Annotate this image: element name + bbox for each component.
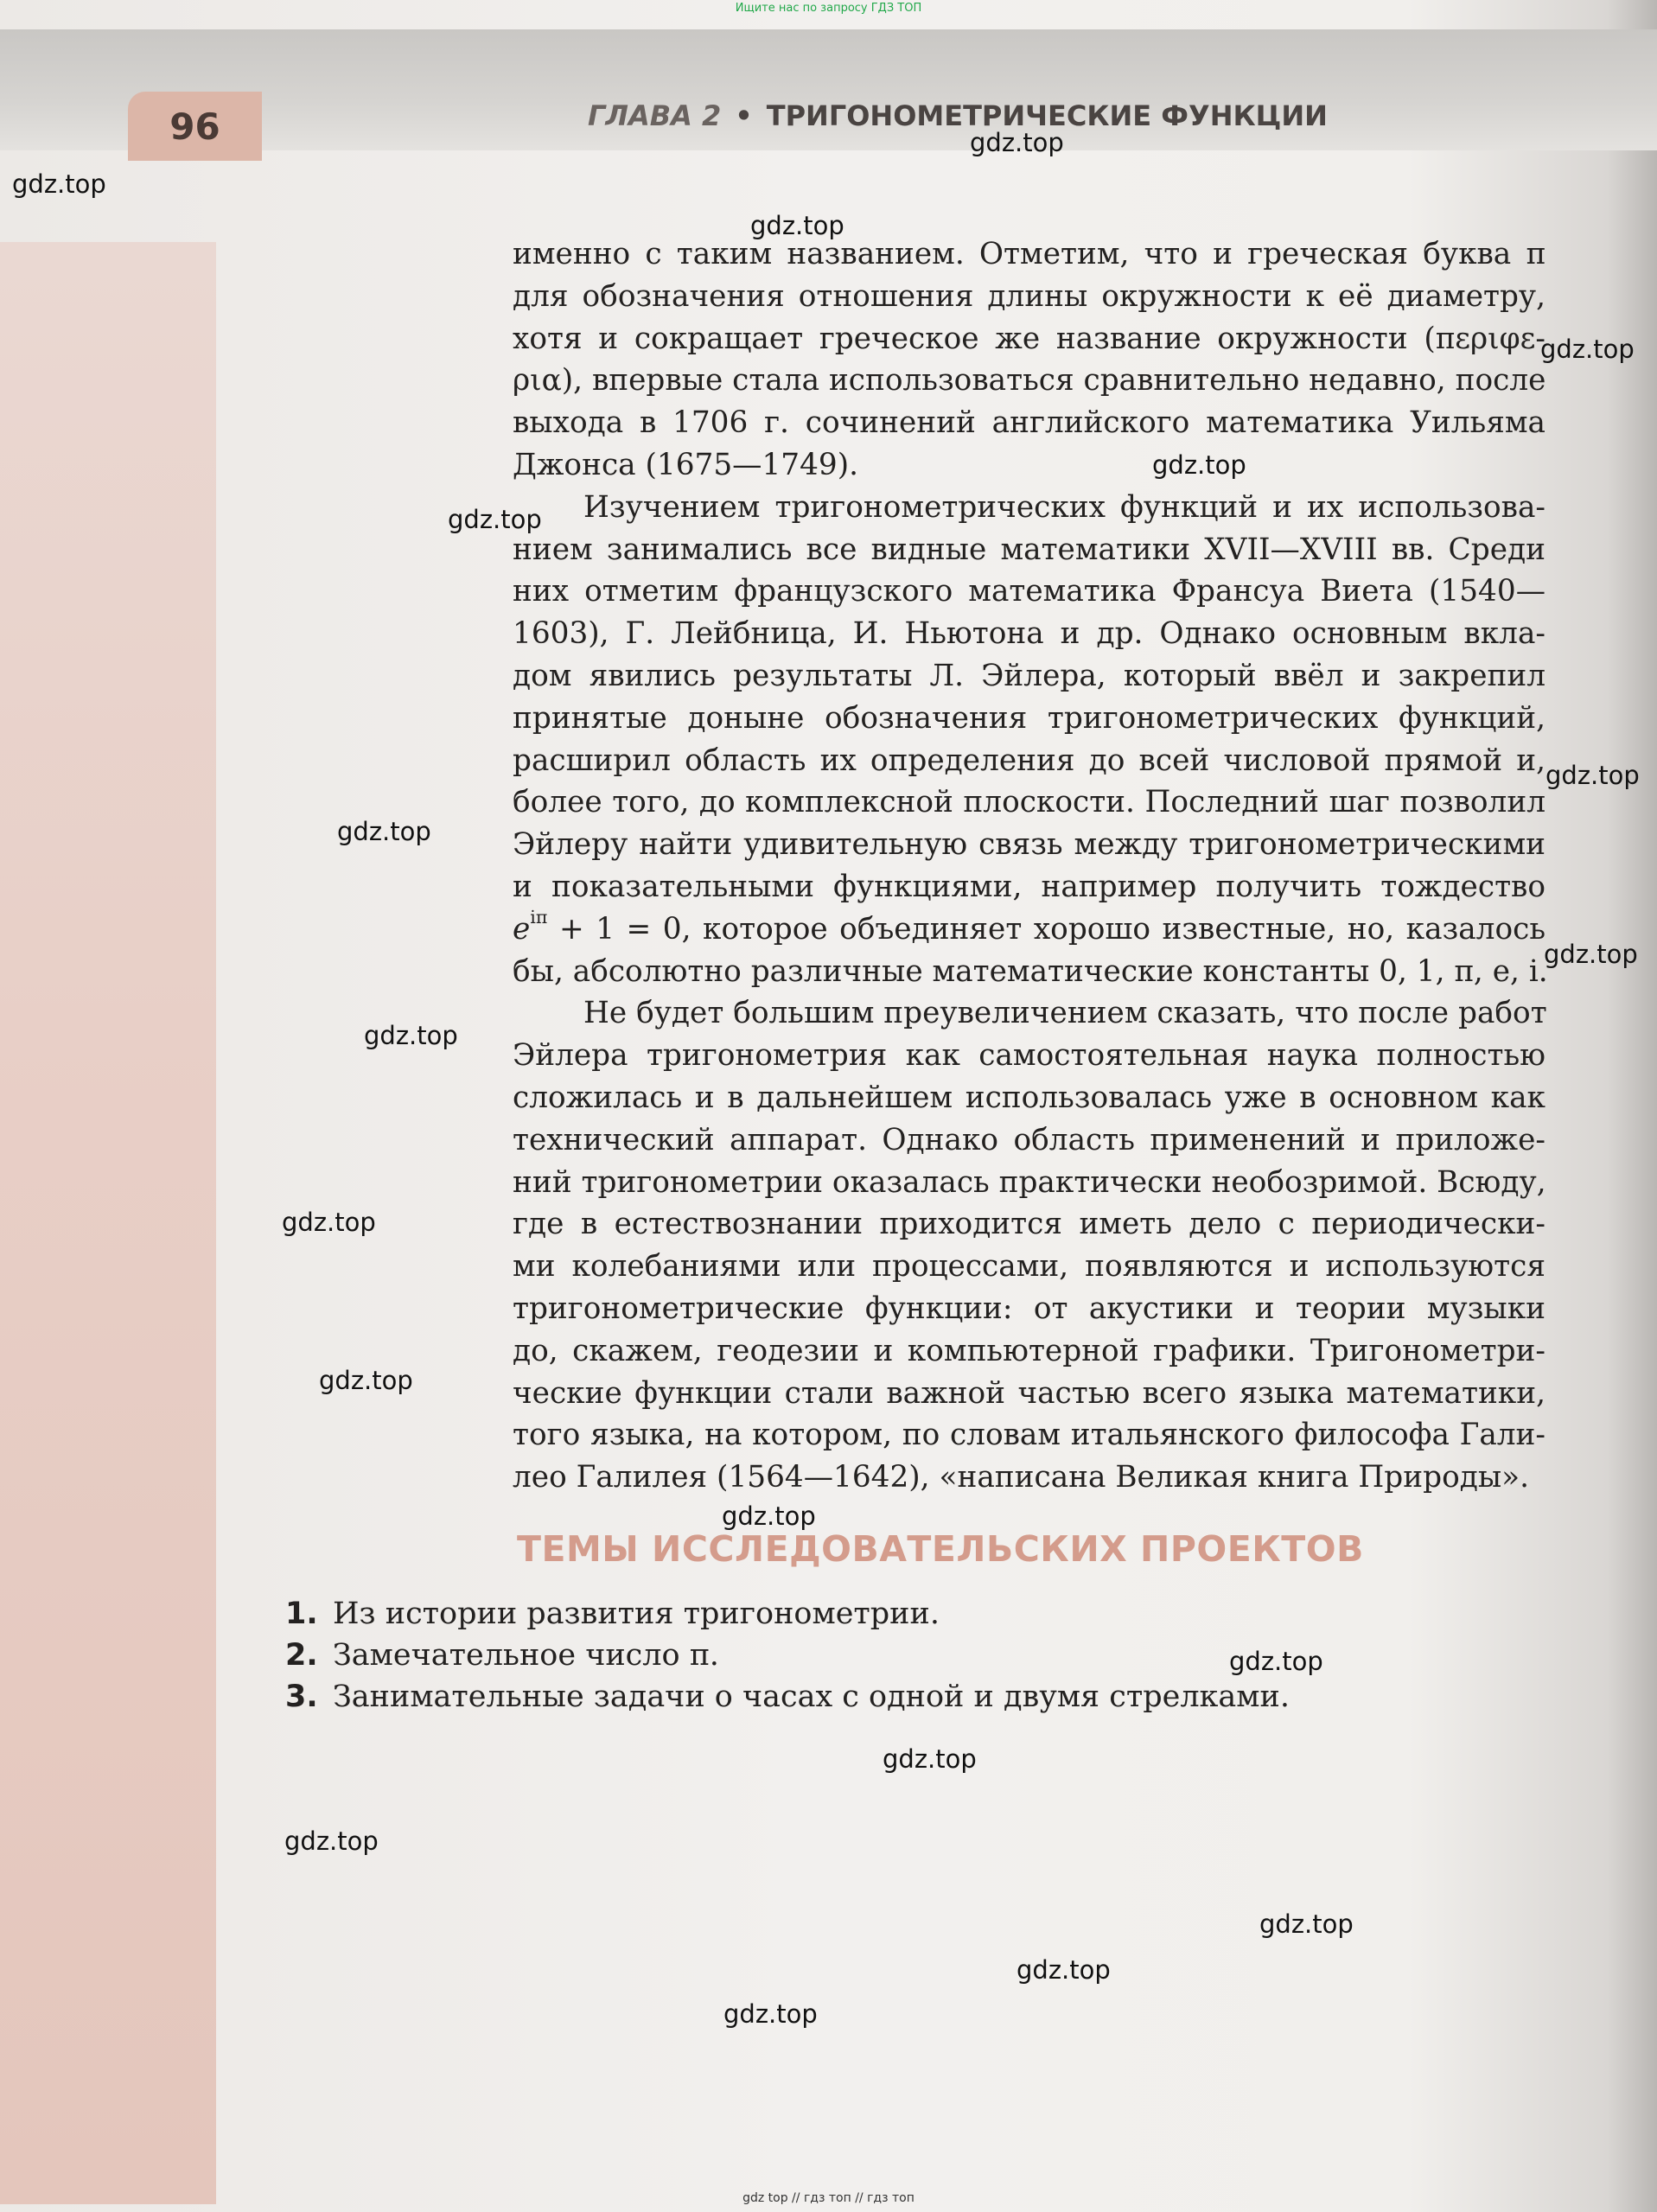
euler-exponent: iπ bbox=[530, 906, 548, 928]
watermark: gdz.top bbox=[1544, 940, 1638, 969]
watermark: gdz.top bbox=[12, 169, 106, 199]
text-line: для обозначения отношения длины окружности к её диаметру, bbox=[513, 278, 1545, 314]
list-item bbox=[285, 1593, 1290, 1635]
project-list bbox=[285, 1593, 1290, 1718]
watermark: gdz.top bbox=[722, 1501, 816, 1531]
watermark: gdz.top bbox=[1540, 335, 1635, 364]
top-notice: Ищите нас по запросу ГДЗ ТОП bbox=[735, 2, 922, 15]
chapter-header bbox=[588, 99, 1328, 132]
text-line: расширил область их определения до всей числовой прямой и, bbox=[513, 743, 1545, 778]
text-line: них отметим французского математика Франсуа Виета (1540— bbox=[513, 574, 1545, 609]
watermark: gdz.top bbox=[284, 1826, 379, 1856]
text-line: нием занимались все видные математики XVII—XVIII вв. Среди bbox=[513, 532, 1545, 567]
text-line: и показательными функциями, например получить тождество bbox=[513, 869, 1545, 904]
footer-text: gdz top // гдз топ // гдз топ bbox=[742, 2191, 915, 2205]
text-line: ческие функции стали важной частью всего языка математики, bbox=[513, 1375, 1545, 1411]
item-number: 2. bbox=[285, 1638, 318, 1673]
list-item bbox=[285, 1676, 1290, 1718]
watermark: gdz.top bbox=[970, 128, 1064, 157]
watermark: gdz.top bbox=[883, 1744, 977, 1774]
text-line: принятые доныне обозначения тригонометрических функций, bbox=[513, 700, 1545, 736]
euler-identity-line bbox=[513, 908, 1545, 951]
text-line: технический аппарат. Однако область применений и приложе- bbox=[513, 1122, 1545, 1157]
chapter-label: ГЛАВА 2 bbox=[588, 99, 722, 132]
text-line: выхода в 1706 г. сочинений английского математика Уильяма bbox=[513, 405, 1545, 441]
item-text: Из истории развития тригонометрии. bbox=[333, 1597, 940, 1631]
body-text bbox=[513, 233, 1548, 1499]
item-text: Замечательное число π. bbox=[333, 1638, 719, 1673]
text-line: хотя и сокращает греческое же название окружности (περιφε- bbox=[513, 321, 1545, 356]
list-item bbox=[285, 1635, 1290, 1676]
euler-base: e bbox=[513, 911, 531, 947]
watermark: gdz.top bbox=[750, 211, 844, 240]
page-number: 96 bbox=[128, 92, 262, 161]
text-line: ний тригонометрии оказалась практически необозримой. Всюду, bbox=[513, 1164, 1546, 1200]
text-line: сложилась и в дальнейшем использовалась уже в основном как bbox=[513, 1080, 1545, 1115]
watermark: gdz.top bbox=[723, 1999, 818, 2029]
text-line: тригонометрические функции: от акустики и теории музыки bbox=[513, 1291, 1545, 1326]
text-line: Эйлера тригонометрия как самостоятельная наука полностью bbox=[513, 1038, 1545, 1074]
chapter-title: ТРИГОНОМЕТРИЧЕСКИЕ ФУНКЦИИ bbox=[766, 99, 1328, 132]
left-margin-band bbox=[0, 242, 216, 2204]
watermark: gdz.top bbox=[364, 1021, 458, 1050]
text-line: именно с таким названием. Отметим, что и греческая буква π bbox=[513, 237, 1545, 271]
item-text: Занимательные задачи о часах с одной и двумя стрелками. bbox=[333, 1680, 1290, 1714]
text-line: лео Галилея (1564—1642), «написана Великая книга Природы». bbox=[513, 1460, 1530, 1495]
watermark: gdz.top bbox=[1545, 761, 1640, 790]
watermark: gdz.top bbox=[448, 505, 542, 534]
chapter-separator: • bbox=[735, 99, 753, 132]
text-line: 1603), Г. Лейбница, И. Ньютона и др. Однако основным вкла- bbox=[513, 616, 1545, 652]
watermark: gdz.top bbox=[319, 1366, 413, 1395]
text-line: бы, абсолютно различные математические константы 0, 1, π, e, i. bbox=[513, 953, 1548, 989]
text-line: где в естествознании приходится иметь дело с периодически- bbox=[513, 1207, 1545, 1242]
text-line: более того, до комплексной плоскости. Последний шаг позволил bbox=[513, 785, 1545, 820]
item-number: 3. bbox=[285, 1680, 318, 1714]
text-line: Изучением тригонометрических функций и их использова- bbox=[583, 489, 1545, 525]
watermark: gdz.top bbox=[1152, 450, 1246, 480]
watermark: gdz.top bbox=[282, 1208, 376, 1237]
text-line: ми колебаниями или процессами, появляются и используются bbox=[513, 1249, 1545, 1284]
watermark: gdz.top bbox=[337, 817, 431, 846]
text-line: + 1 = 0, которое объединяет хорошо известные, но, казалось bbox=[558, 911, 1546, 947]
text-line: дом явились результаты Л. Эйлера, который ввёл и закрепил bbox=[513, 658, 1545, 693]
text-line: Не будет большим преувеличением сказать, что после работ bbox=[583, 996, 1547, 1031]
projects-heading: ТЕМЫ ИССЛЕДОВАТЕЛЬСКИХ ПРОЕКТОВ bbox=[517, 1528, 1364, 1570]
watermark: gdz.top bbox=[1259, 1909, 1354, 1939]
text-line: до, скажем, геодезии и компьютерной графики. Тригонометри- bbox=[513, 1333, 1545, 1368]
watermark: gdz.top bbox=[1017, 1955, 1111, 1985]
text-line: Джонса (1675—1749). bbox=[513, 447, 859, 482]
watermark: gdz.top bbox=[1229, 1647, 1323, 1676]
text-line: того языка, на котором, по словам итальянского философа Гали- bbox=[513, 1418, 1545, 1453]
text-line: ρια), впервые стала использоваться сравнительно недавно, после bbox=[513, 363, 1546, 398]
text-line: Эйлеру найти удивительную связь между тригонометрическими bbox=[513, 827, 1545, 863]
item-number: 1. bbox=[285, 1597, 318, 1631]
